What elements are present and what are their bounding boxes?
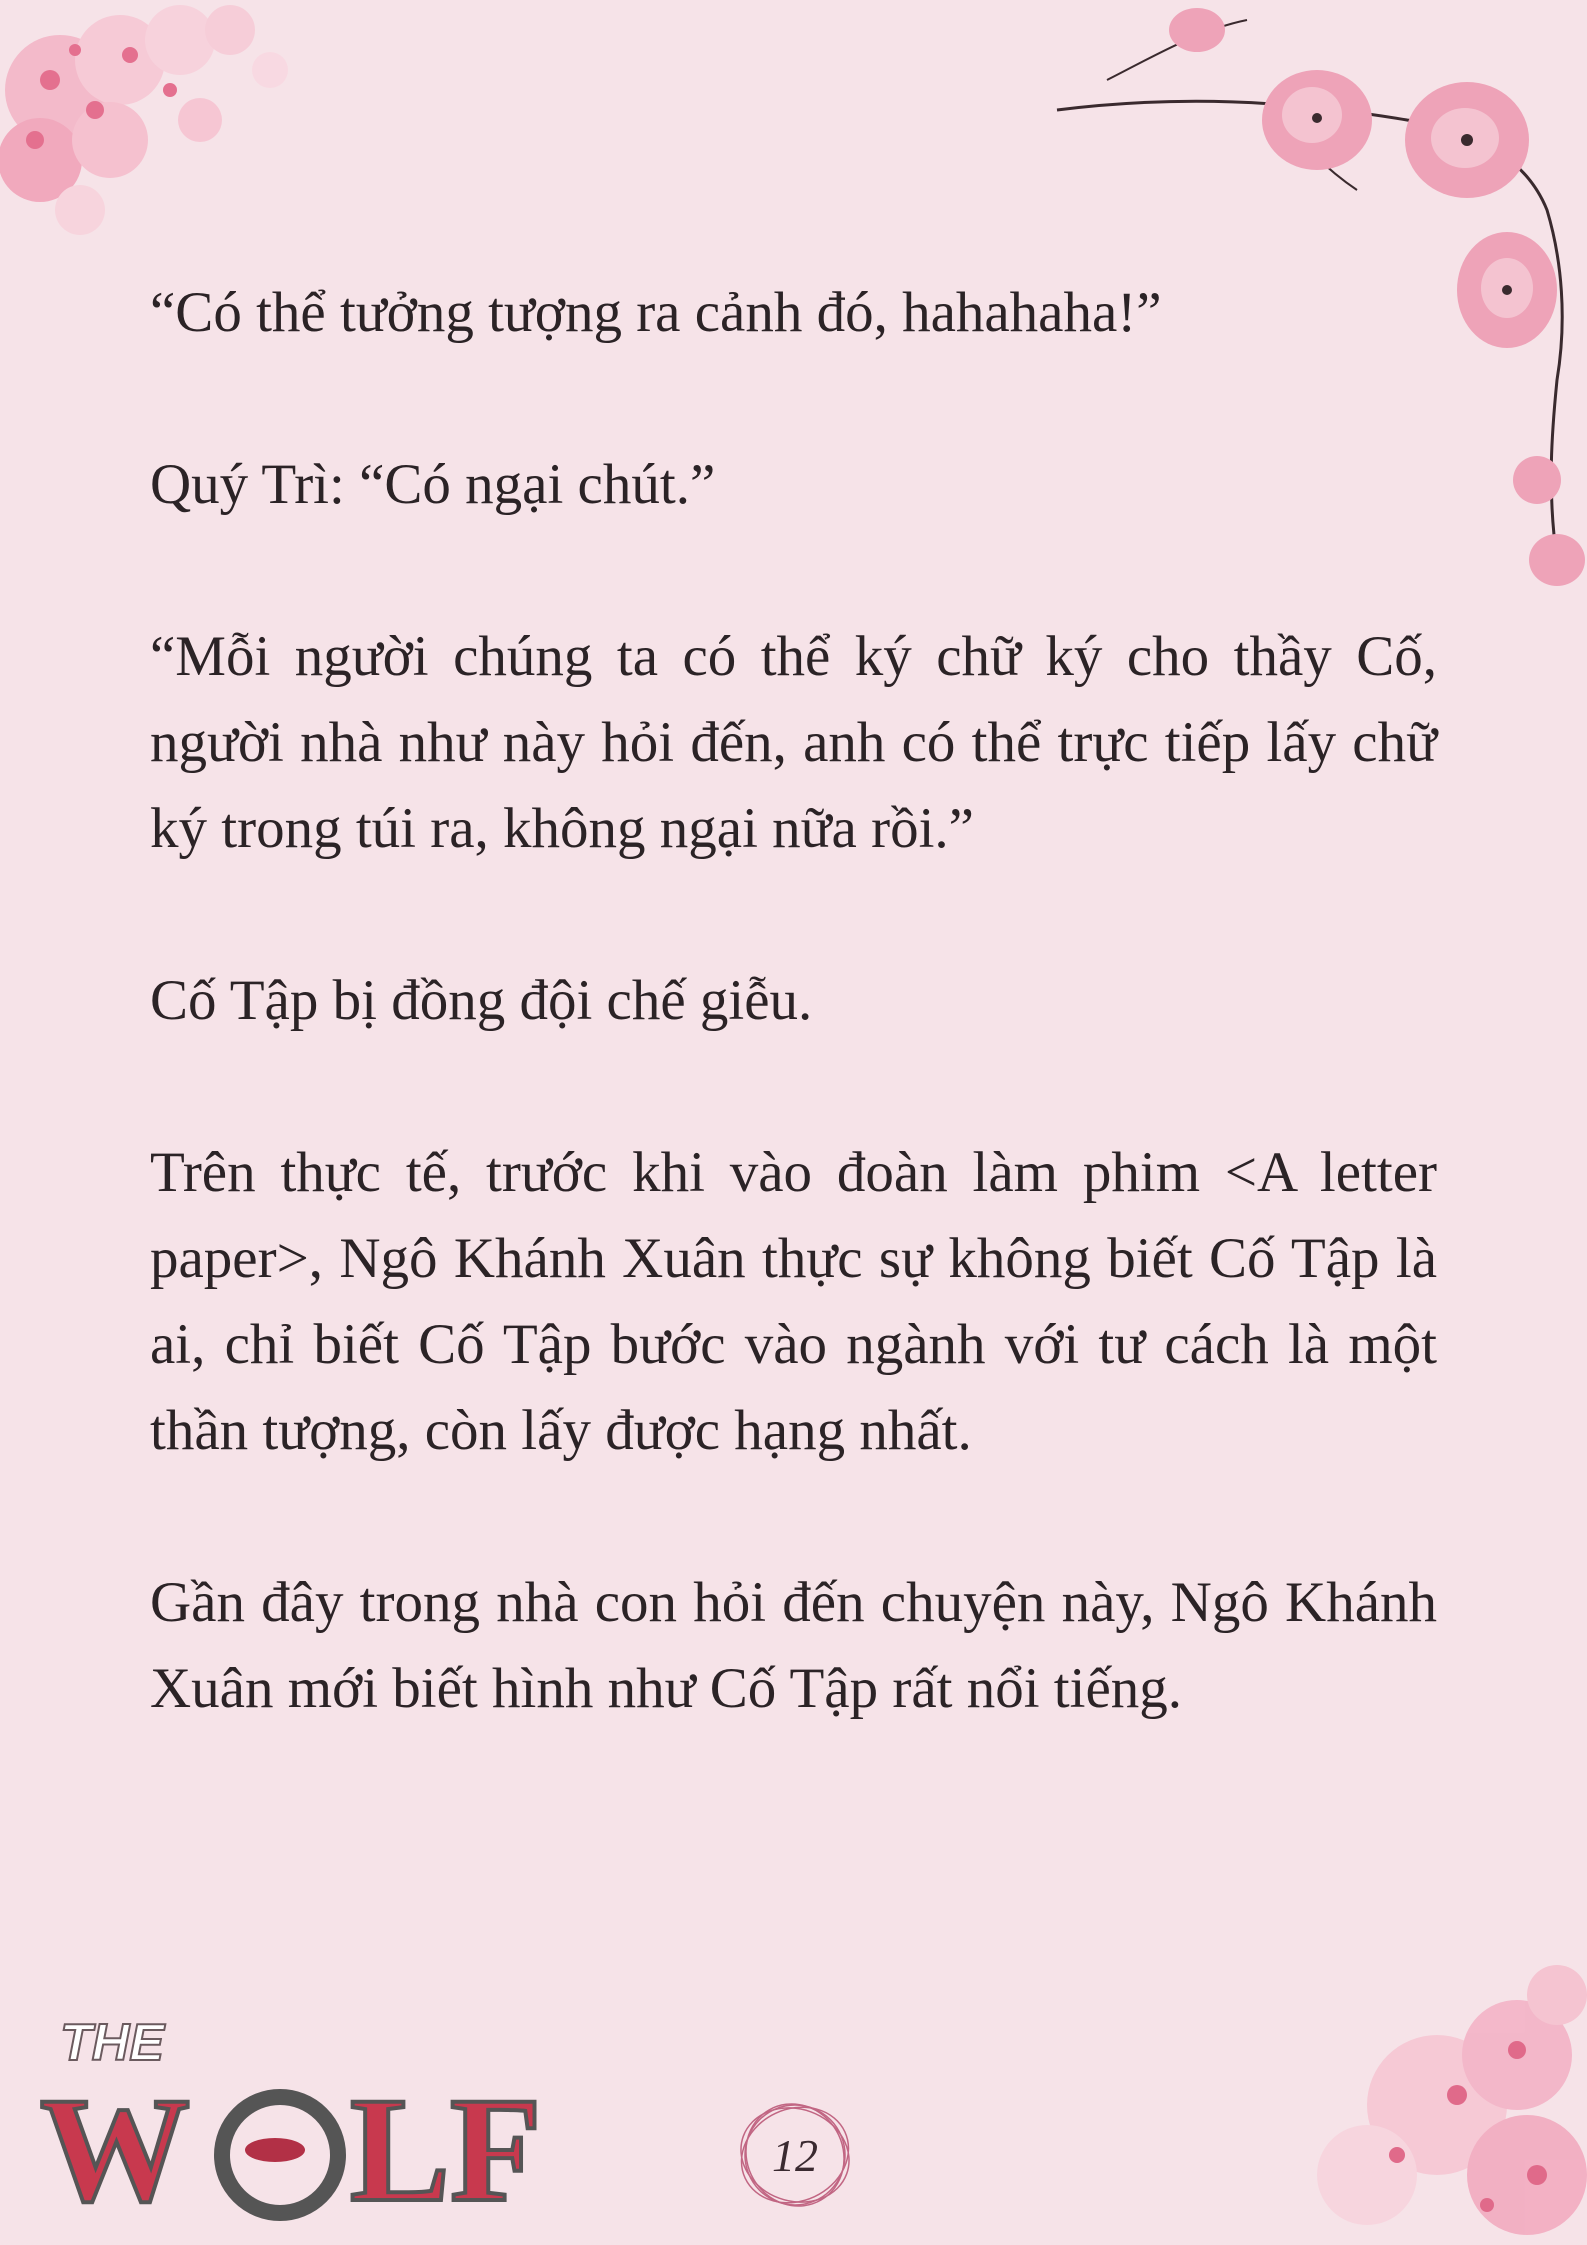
cherry-blossom-cluster-bottom-right-icon [1257,1955,1587,2245]
wolf-logo-icon [30,2000,550,2230]
paragraph: Cố Tập bị đồng đội chế giễu. [150,969,813,1032]
paragraph: Trên thực tế, trước khi vào đoàn làm phim <A letter paper>, Ngô Khánh Xuân thực sự không biết Cố Tập là ai, chỉ biết Cố Tập bước vào ngành với tư cách là một thần tượng, còn lấy được hạng nhất. [150,1141,1437,1462]
svg-text:LF: LF [350,2067,542,2230]
svg-text:W: W [40,2067,190,2230]
paragraph: “Có thể tưởng tượng ra cảnh đó, hahahaha!” [150,281,1162,344]
page-number: 12 [772,2129,818,2181]
page-number-badge [730,2090,860,2220]
paragraph: “Mỗi người chúng ta có thể ký chữ ký cho thầy Cố, người nhà như này hỏi đến, anh có thể trực tiếp lấy chữ ký trong túi ra, không ngại nữa rồi.” [150,625,1437,860]
svg-text:THE: THE [60,2014,164,2072]
chapter-text [150,270,1437,1732]
paragraph: Gần đây trong nhà con hỏi đến chuyện này, Ngô Khánh Xuân mới biết hình như Cố Tập rất nổi tiếng. [150,1571,1437,1720]
cherry-blossom-cluster-top-left-icon [0,0,360,270]
paragraph: Quý Trì: “Có ngại chút.” [150,453,716,516]
